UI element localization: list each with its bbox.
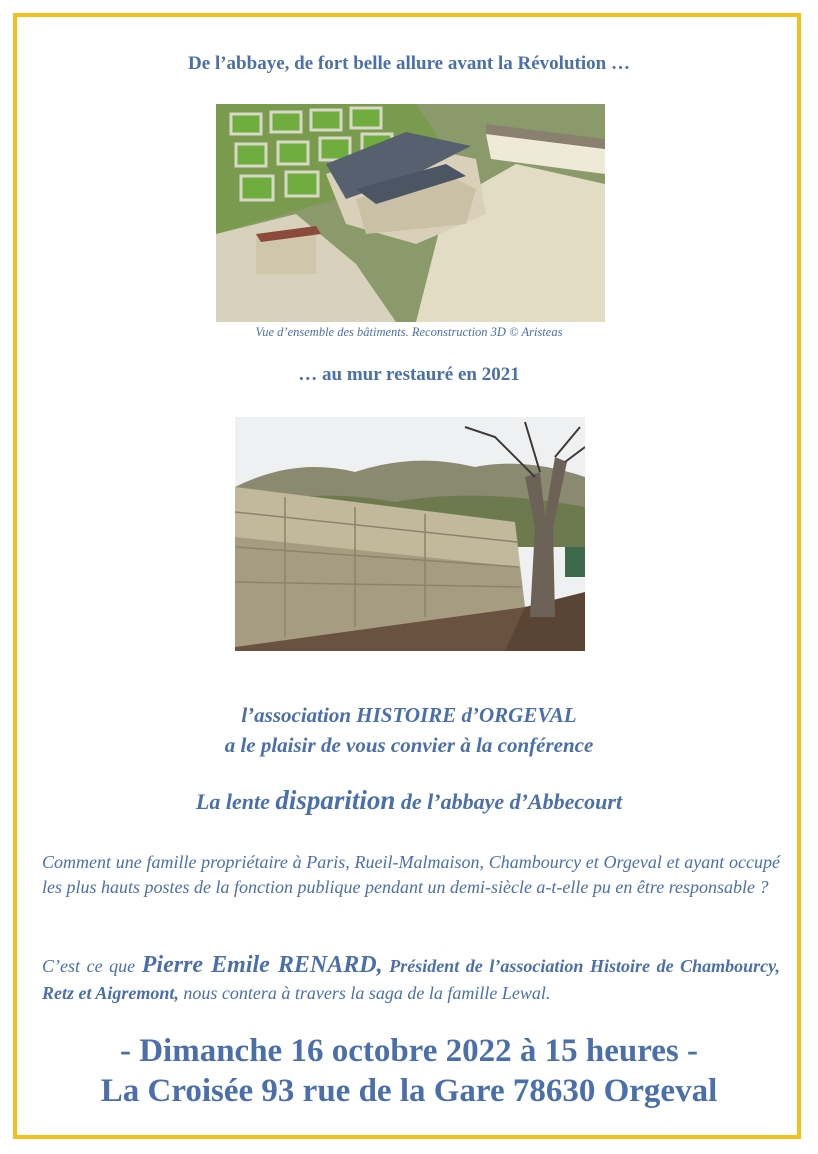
invitation-line-2: a le plaisir de vous convier à la conférence xyxy=(224,733,594,757)
abbey-reconstruction-image xyxy=(216,104,605,322)
restored-wall-image xyxy=(235,417,585,651)
speaker-name: Pierre Emile RENARD, xyxy=(141,952,383,978)
conference-title: La lente disparition de l’abbaye d’Abbecourt xyxy=(195,785,623,815)
association-name: HISTOIRE d’ORGEVAL xyxy=(356,703,577,727)
header-heading: De l’abbaye, de fort belle allure avant la Révolution … xyxy=(188,53,630,74)
event-location: La Croisée 93 rue de la Gare 78630 Orgeval xyxy=(100,1073,718,1109)
subheader-heading: … au mur restauré en 2021 xyxy=(298,364,520,385)
association-invitation xyxy=(0,700,818,760)
event-details xyxy=(0,1031,818,1111)
invitation-line-1: l’association HISTOIRE d’ORGEVAL xyxy=(241,703,577,727)
title-emphasis: disparition xyxy=(275,785,396,815)
image-caption: Vue d’ensemble des bâtiments. Reconstruction 3D © Aristeas xyxy=(255,325,563,339)
speaker-role: Président de l’association Histoire de Chambourcy, Retz et Aigremont, xyxy=(42,956,780,1003)
event-date: - Dimanche 16 octobre 2022 à 15 heures - xyxy=(119,1033,699,1069)
speaker-paragraph: C’est ce que Pierre Emile RENARD, Président de l’association Histoire de Chambourcy, Retz et Aigremont, nous contera à travers la saga de la famille Lewal. xyxy=(42,952,780,1003)
description-paragraph: Comment une famille propriétaire à Paris, Rueil-Malmaison, Chambourcy et Orgeval et ayant occupé les plus hauts postes de la fonction publique pendant un demi-siècle a-t-elle pu en être responsable ? xyxy=(42,852,780,897)
